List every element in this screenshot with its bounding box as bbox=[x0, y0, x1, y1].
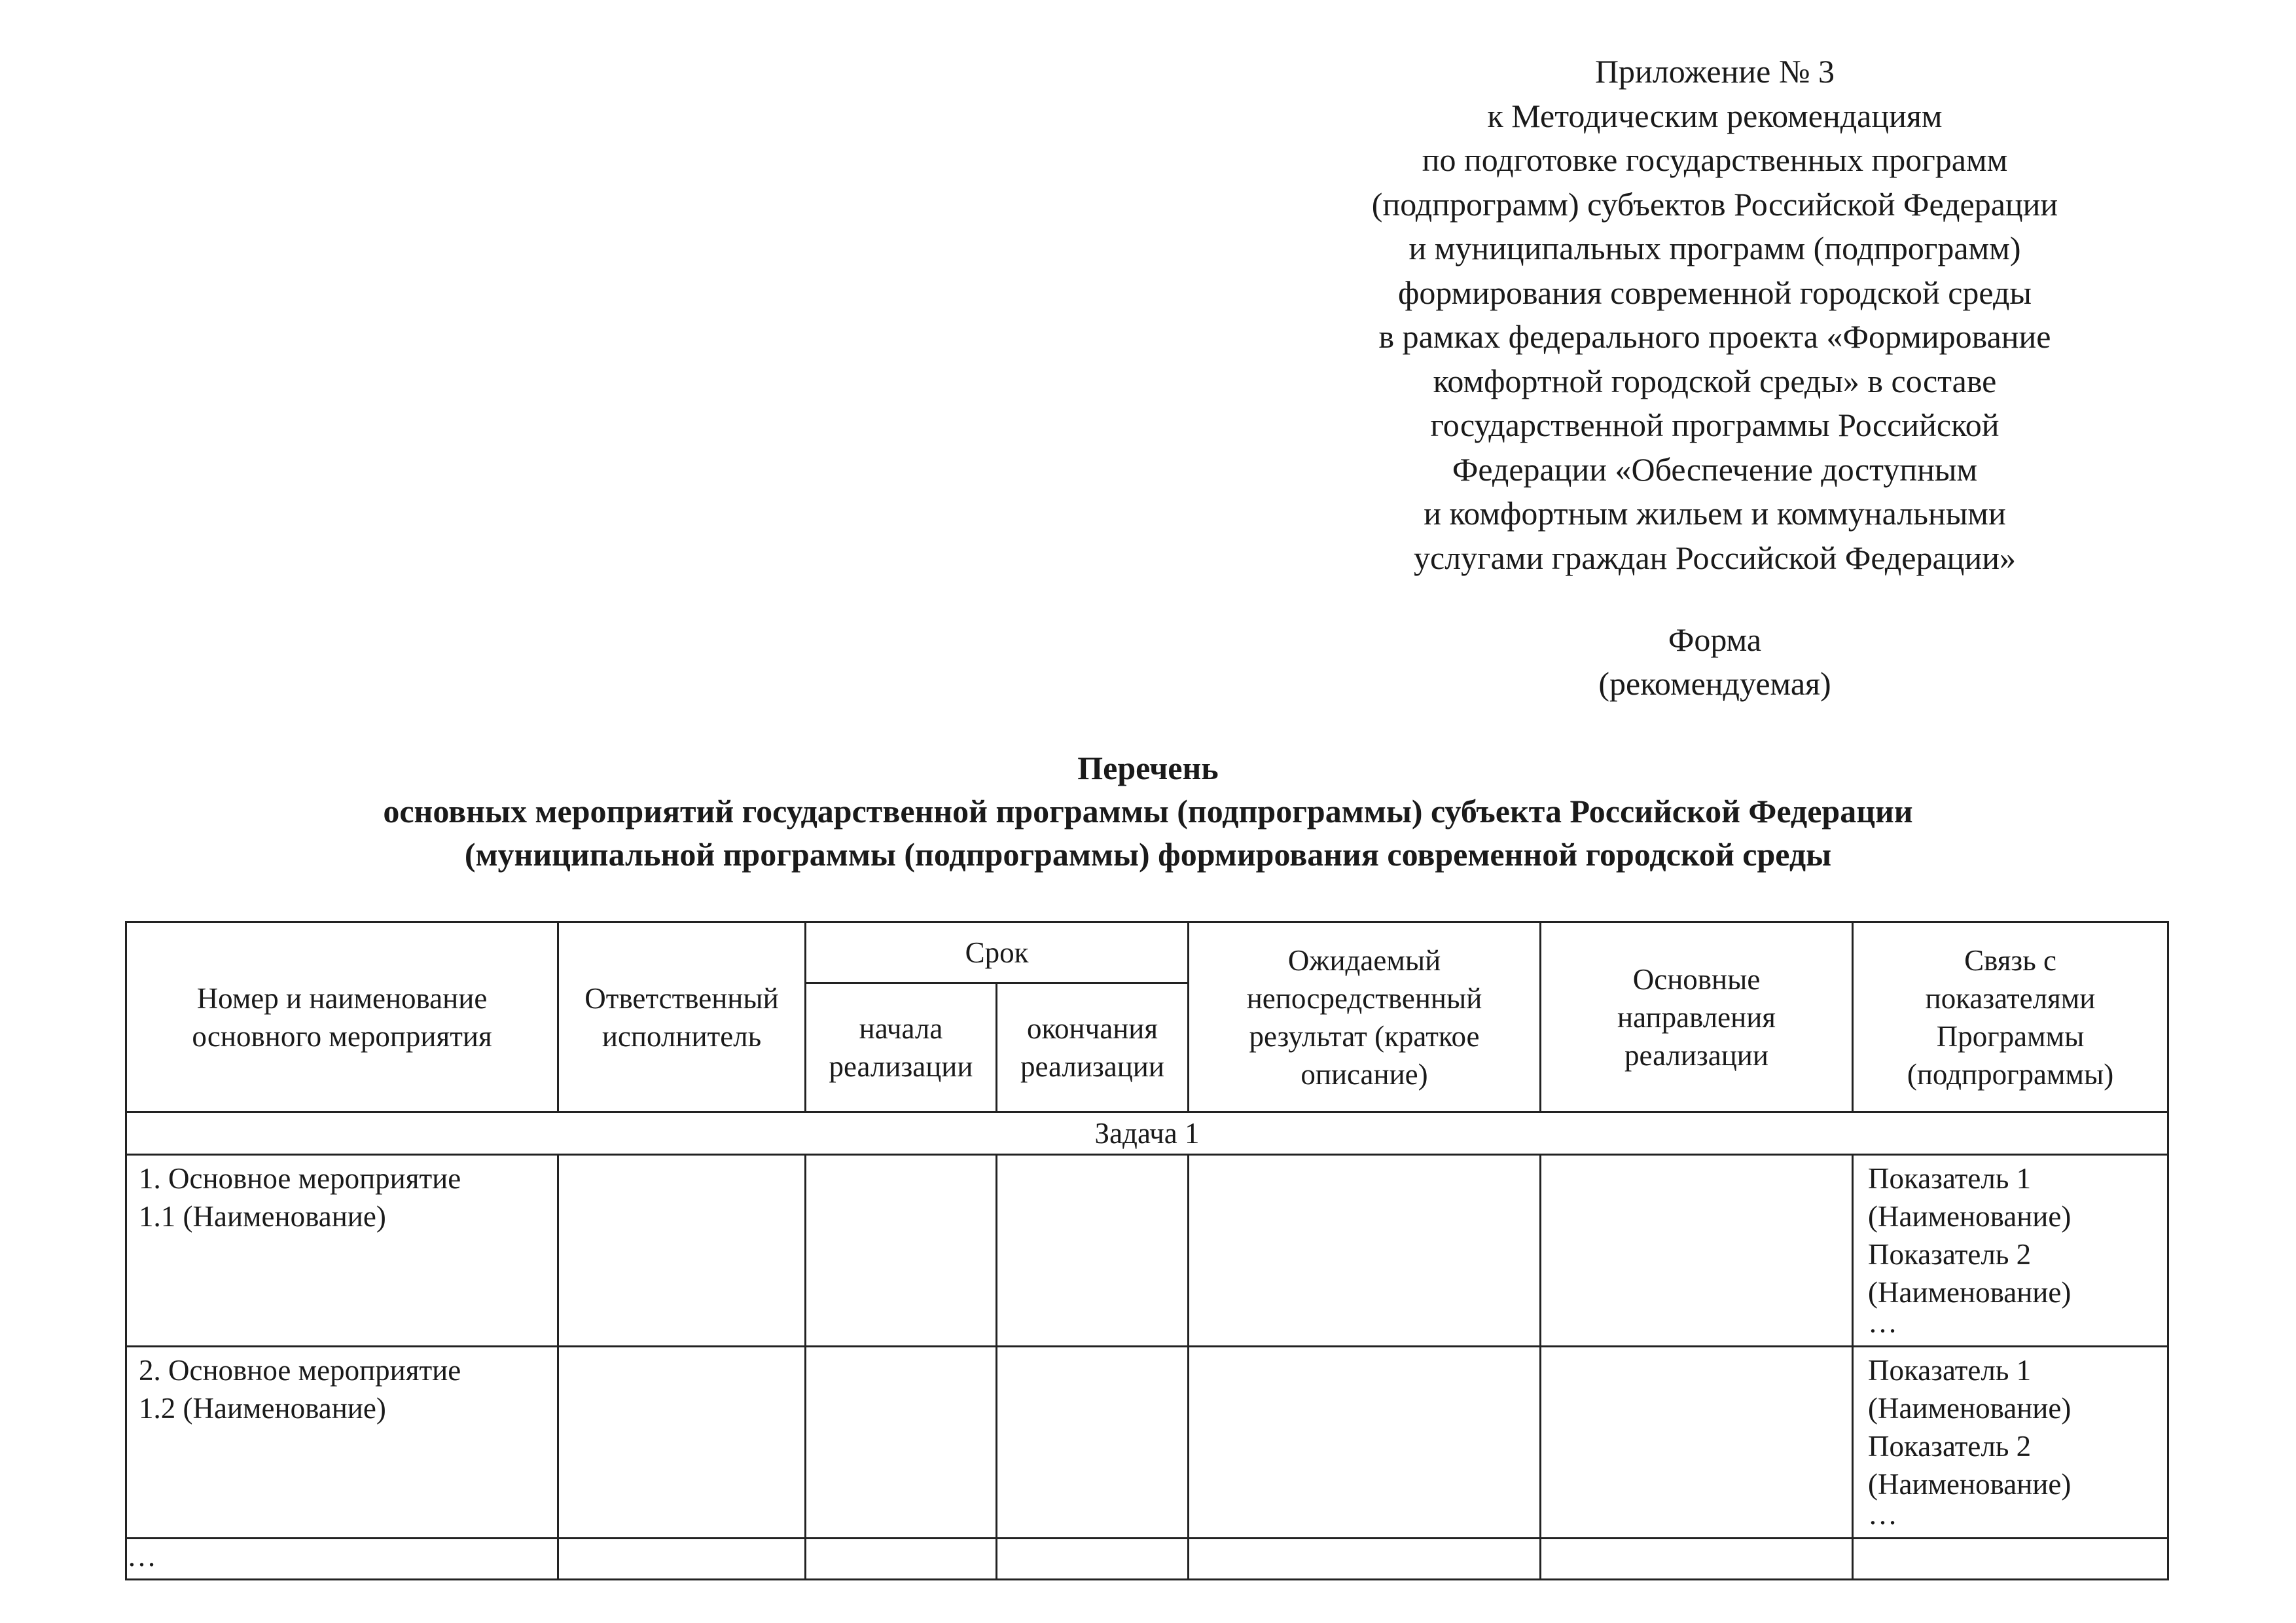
appendix-line: и комфортным жильем и коммунальными bbox=[1424, 495, 2006, 532]
measures-table bbox=[125, 921, 2169, 1580]
measure-name-cell bbox=[126, 1155, 558, 1347]
form-label bbox=[1309, 618, 2121, 706]
indicator-2: Показатель 2 bbox=[1868, 1238, 2032, 1271]
appendix-line: Федерации «Обеспечение доступным bbox=[1452, 450, 1978, 488]
header-number-name: Номер и наименование основного мероприятия bbox=[126, 922, 558, 1112]
result-cell bbox=[1189, 1347, 1541, 1539]
result-cell bbox=[1189, 1155, 1541, 1347]
form-title: Форма bbox=[1668, 621, 1762, 658]
title-line-1: Перечень bbox=[1077, 750, 1219, 786]
header-start: начала реализации bbox=[806, 983, 997, 1112]
executor-cell bbox=[558, 1155, 806, 1347]
indicators-cell bbox=[1853, 1347, 2168, 1539]
empty-cell bbox=[558, 1539, 806, 1580]
appendix-line: комфортной городской среды» в составе bbox=[1433, 362, 1997, 399]
more-rows-cell: … bbox=[126, 1539, 558, 1580]
title-line-3: (муниципальной программы (подпрограммы) формирования современной городской среды bbox=[464, 836, 1832, 873]
appendix-line: по подготовке государственных программ bbox=[1422, 141, 2008, 178]
task-row bbox=[126, 1112, 2168, 1155]
empty-cell bbox=[1853, 1539, 2168, 1580]
appendix-line: Приложение № 3 bbox=[1594, 53, 1835, 90]
appendix-line: к Методическим рекомендациям bbox=[1487, 97, 1943, 134]
indicator-ellipsis: … bbox=[1868, 1306, 1898, 1339]
indicator-1-name: (Наименование) bbox=[1868, 1200, 2072, 1233]
table-row bbox=[126, 1539, 2168, 1580]
directions-cell bbox=[1541, 1155, 1853, 1347]
indicator-1-name: (Наименование) bbox=[1868, 1392, 2072, 1425]
measure-name-cell bbox=[126, 1347, 558, 1539]
indicator-2: Показатель 2 bbox=[1868, 1430, 2032, 1463]
start-cell bbox=[806, 1155, 997, 1347]
appendix-line: (подпрограмм) субъектов Российской Федерации bbox=[1371, 185, 2058, 223]
empty-cell bbox=[806, 1539, 997, 1580]
measure-name: 1. Основное мероприятие bbox=[139, 1162, 461, 1195]
measure-name: 2. Основное мероприятие bbox=[139, 1354, 461, 1387]
indicator-1: Показатель 1 bbox=[1868, 1354, 2032, 1387]
header-expected-result: Ожидаемый непосредственный результат (краткое описание) bbox=[1189, 922, 1541, 1112]
end-cell bbox=[997, 1347, 1189, 1539]
appendix-line: услугами граждан Российской Федерации» bbox=[1414, 539, 2016, 576]
indicator-1: Показатель 1 bbox=[1868, 1162, 2032, 1195]
empty-cell bbox=[1189, 1539, 1541, 1580]
task-label: Задача 1 bbox=[126, 1112, 2168, 1155]
appendix-line: государственной программы Российской bbox=[1430, 407, 2000, 443]
header-indicators-link: Связь с показателями Программы (подпрограммы) bbox=[1853, 922, 2168, 1112]
header-row bbox=[126, 922, 2168, 983]
header-end: окончания реализации bbox=[997, 983, 1189, 1112]
table-row bbox=[126, 1347, 2168, 1539]
indicator-2-name: (Наименование) bbox=[1868, 1468, 2072, 1501]
indicator-ellipsis: … bbox=[1868, 1498, 1898, 1531]
table-row bbox=[126, 1155, 2168, 1347]
header-term: Срок bbox=[806, 922, 1189, 983]
appendix-header bbox=[1309, 50, 2121, 580]
appendix-line: и муниципальных программ (подпрограмм) bbox=[1408, 230, 2021, 266]
empty-cell bbox=[997, 1539, 1189, 1580]
directions-cell bbox=[1541, 1347, 1853, 1539]
title-line-2: основных мероприятий государственной программы (подпрограммы) субъекта Российской Федерации bbox=[383, 793, 1913, 830]
executor-cell bbox=[558, 1347, 806, 1539]
form-note: (рекомендуемая) bbox=[1598, 665, 1831, 702]
measure-number: 1.2 (Наименование) bbox=[139, 1392, 386, 1425]
document-title bbox=[0, 746, 2296, 876]
indicators-cell bbox=[1853, 1155, 2168, 1347]
start-cell bbox=[806, 1347, 997, 1539]
empty-cell bbox=[1541, 1539, 1853, 1580]
header-main-directions: Основные направления реализации bbox=[1541, 922, 1853, 1112]
indicator-2-name: (Наименование) bbox=[1868, 1276, 2072, 1309]
end-cell bbox=[997, 1155, 1189, 1347]
header-executor: Ответственный исполнитель bbox=[558, 922, 806, 1112]
appendix-line: формирования современной городской среды bbox=[1397, 274, 2032, 311]
appendix-line: в рамках федерального проекта «Формирование bbox=[1378, 318, 2051, 355]
measure-number: 1.1 (Наименование) bbox=[139, 1200, 386, 1233]
